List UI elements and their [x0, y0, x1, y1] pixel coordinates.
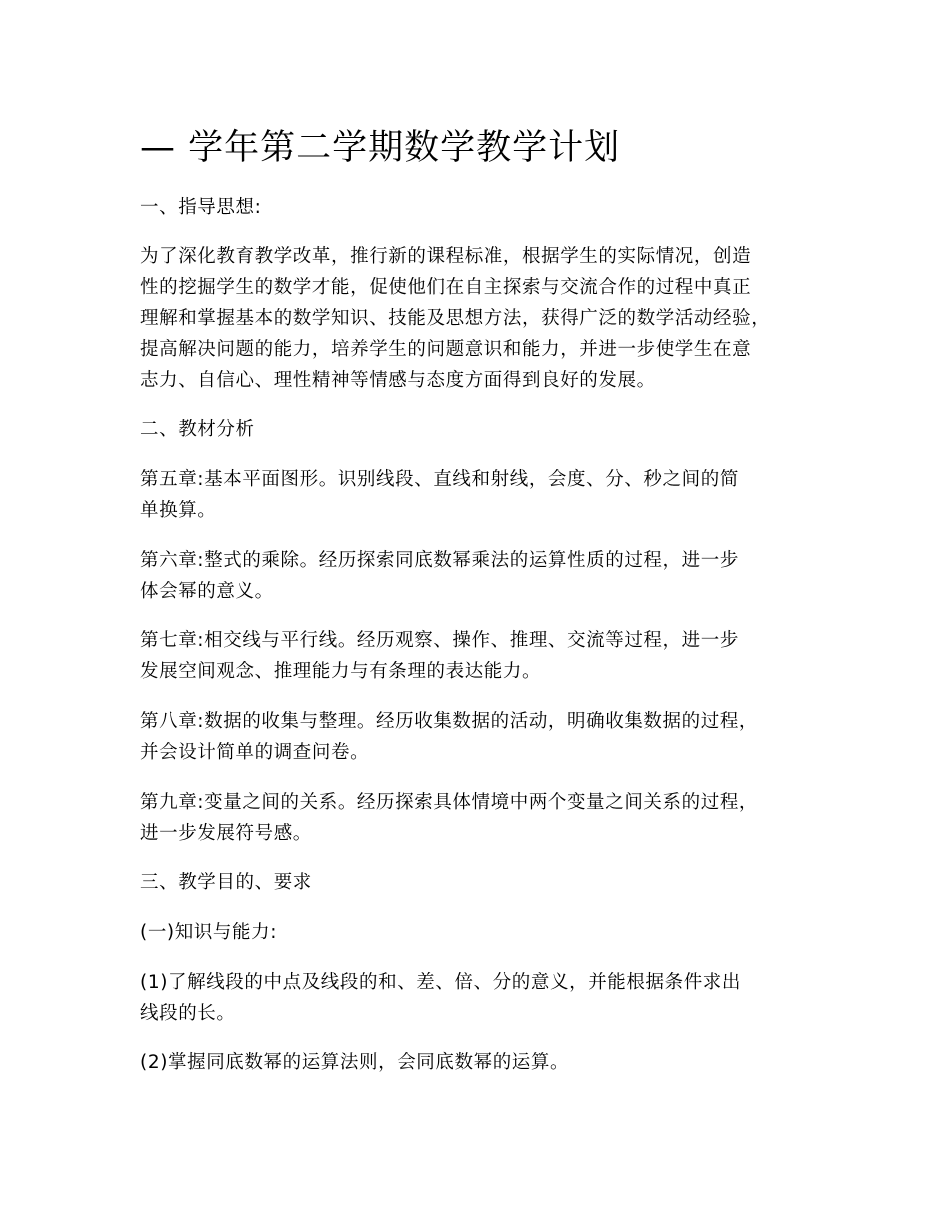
- text-line: 进一步发展符号感。: [140, 823, 312, 844]
- text-line: 为了深化教育教学改革，推行新的课程标准，根据学生的实际情况，创造: [140, 246, 752, 267]
- text-line: 二、教材分析: [140, 419, 255, 440]
- heading-teaching-goals: [140, 867, 840, 898]
- heading-textbook-analysis: [140, 414, 840, 445]
- text-line: 第六章:整式的乘除。经历探索同底数幂乘法的运算性质的过程，进一步: [140, 550, 739, 571]
- heading-knowledge-ability: [140, 917, 840, 948]
- text-line: (1)了解线段的中点及线段的和、差、倍、分的意义，并能根据条件求出: [140, 972, 742, 993]
- heading-guiding-ideology: [140, 192, 840, 223]
- text-line: 提高解决问题的能力，培养学生的问题意识和能力，并进一步使学生在意: [140, 339, 752, 360]
- text-line: 第五章:基本平面图形。识别线段、直线和射线，会度、分、秒之间的简: [140, 469, 739, 490]
- text-line: 理解和掌握基本的数学知识、技能及思想方法，获得广泛的数学活动经验，: [140, 308, 771, 329]
- paragraph-chapter-5: [140, 464, 840, 526]
- paragraph-chapter-7: [140, 625, 840, 687]
- page-title: — 学年第二学期数学教学计划: [140, 128, 621, 168]
- text-line: 第九章:变量之间的关系。经历探索具体情境中两个变量之间关系的过程，: [140, 792, 759, 813]
- text-line: 发展空间观念、推理能力与有条理的表达能力。: [140, 661, 542, 682]
- text-line: 体会幂的意义。: [140, 581, 274, 602]
- text-line: 志力、自信心、理性精神等情感与态度方面得到良好的发展。: [140, 370, 656, 391]
- text-line: 一、指导思想:: [140, 197, 262, 218]
- text-line: 单换算。: [140, 500, 217, 521]
- text-line: 线段的长。: [140, 1003, 236, 1024]
- text-line: 三、教学目的、要求: [140, 872, 312, 893]
- text-line: 并会设计简单的调查问卷。: [140, 742, 370, 763]
- paragraph-goal-1: [140, 967, 840, 1029]
- text-line: 第七章:相交线与平行线。经历观察、操作、推理、交流等过程，进一步: [140, 630, 739, 651]
- text-line: (2)掌握同底数幂的运算法则，会同底数幂的运算。: [140, 1052, 570, 1073]
- paragraph-goal-2: [140, 1047, 840, 1078]
- paragraph-chapter-6: [140, 545, 840, 607]
- text-line: (一)知识与能力:: [140, 922, 278, 943]
- text-line: 性的挖掘学生的数学才能，促使他们在自主探索与交流合作的过程中真正: [140, 277, 752, 298]
- paragraph-chapter-8: [140, 706, 840, 768]
- paragraph-guiding-ideology: [140, 241, 840, 396]
- paragraph-chapter-9: [140, 787, 840, 849]
- text-line: 第八章:数据的收集与整理。经历收集数据的活动，明确收集数据的过程，: [140, 711, 759, 732]
